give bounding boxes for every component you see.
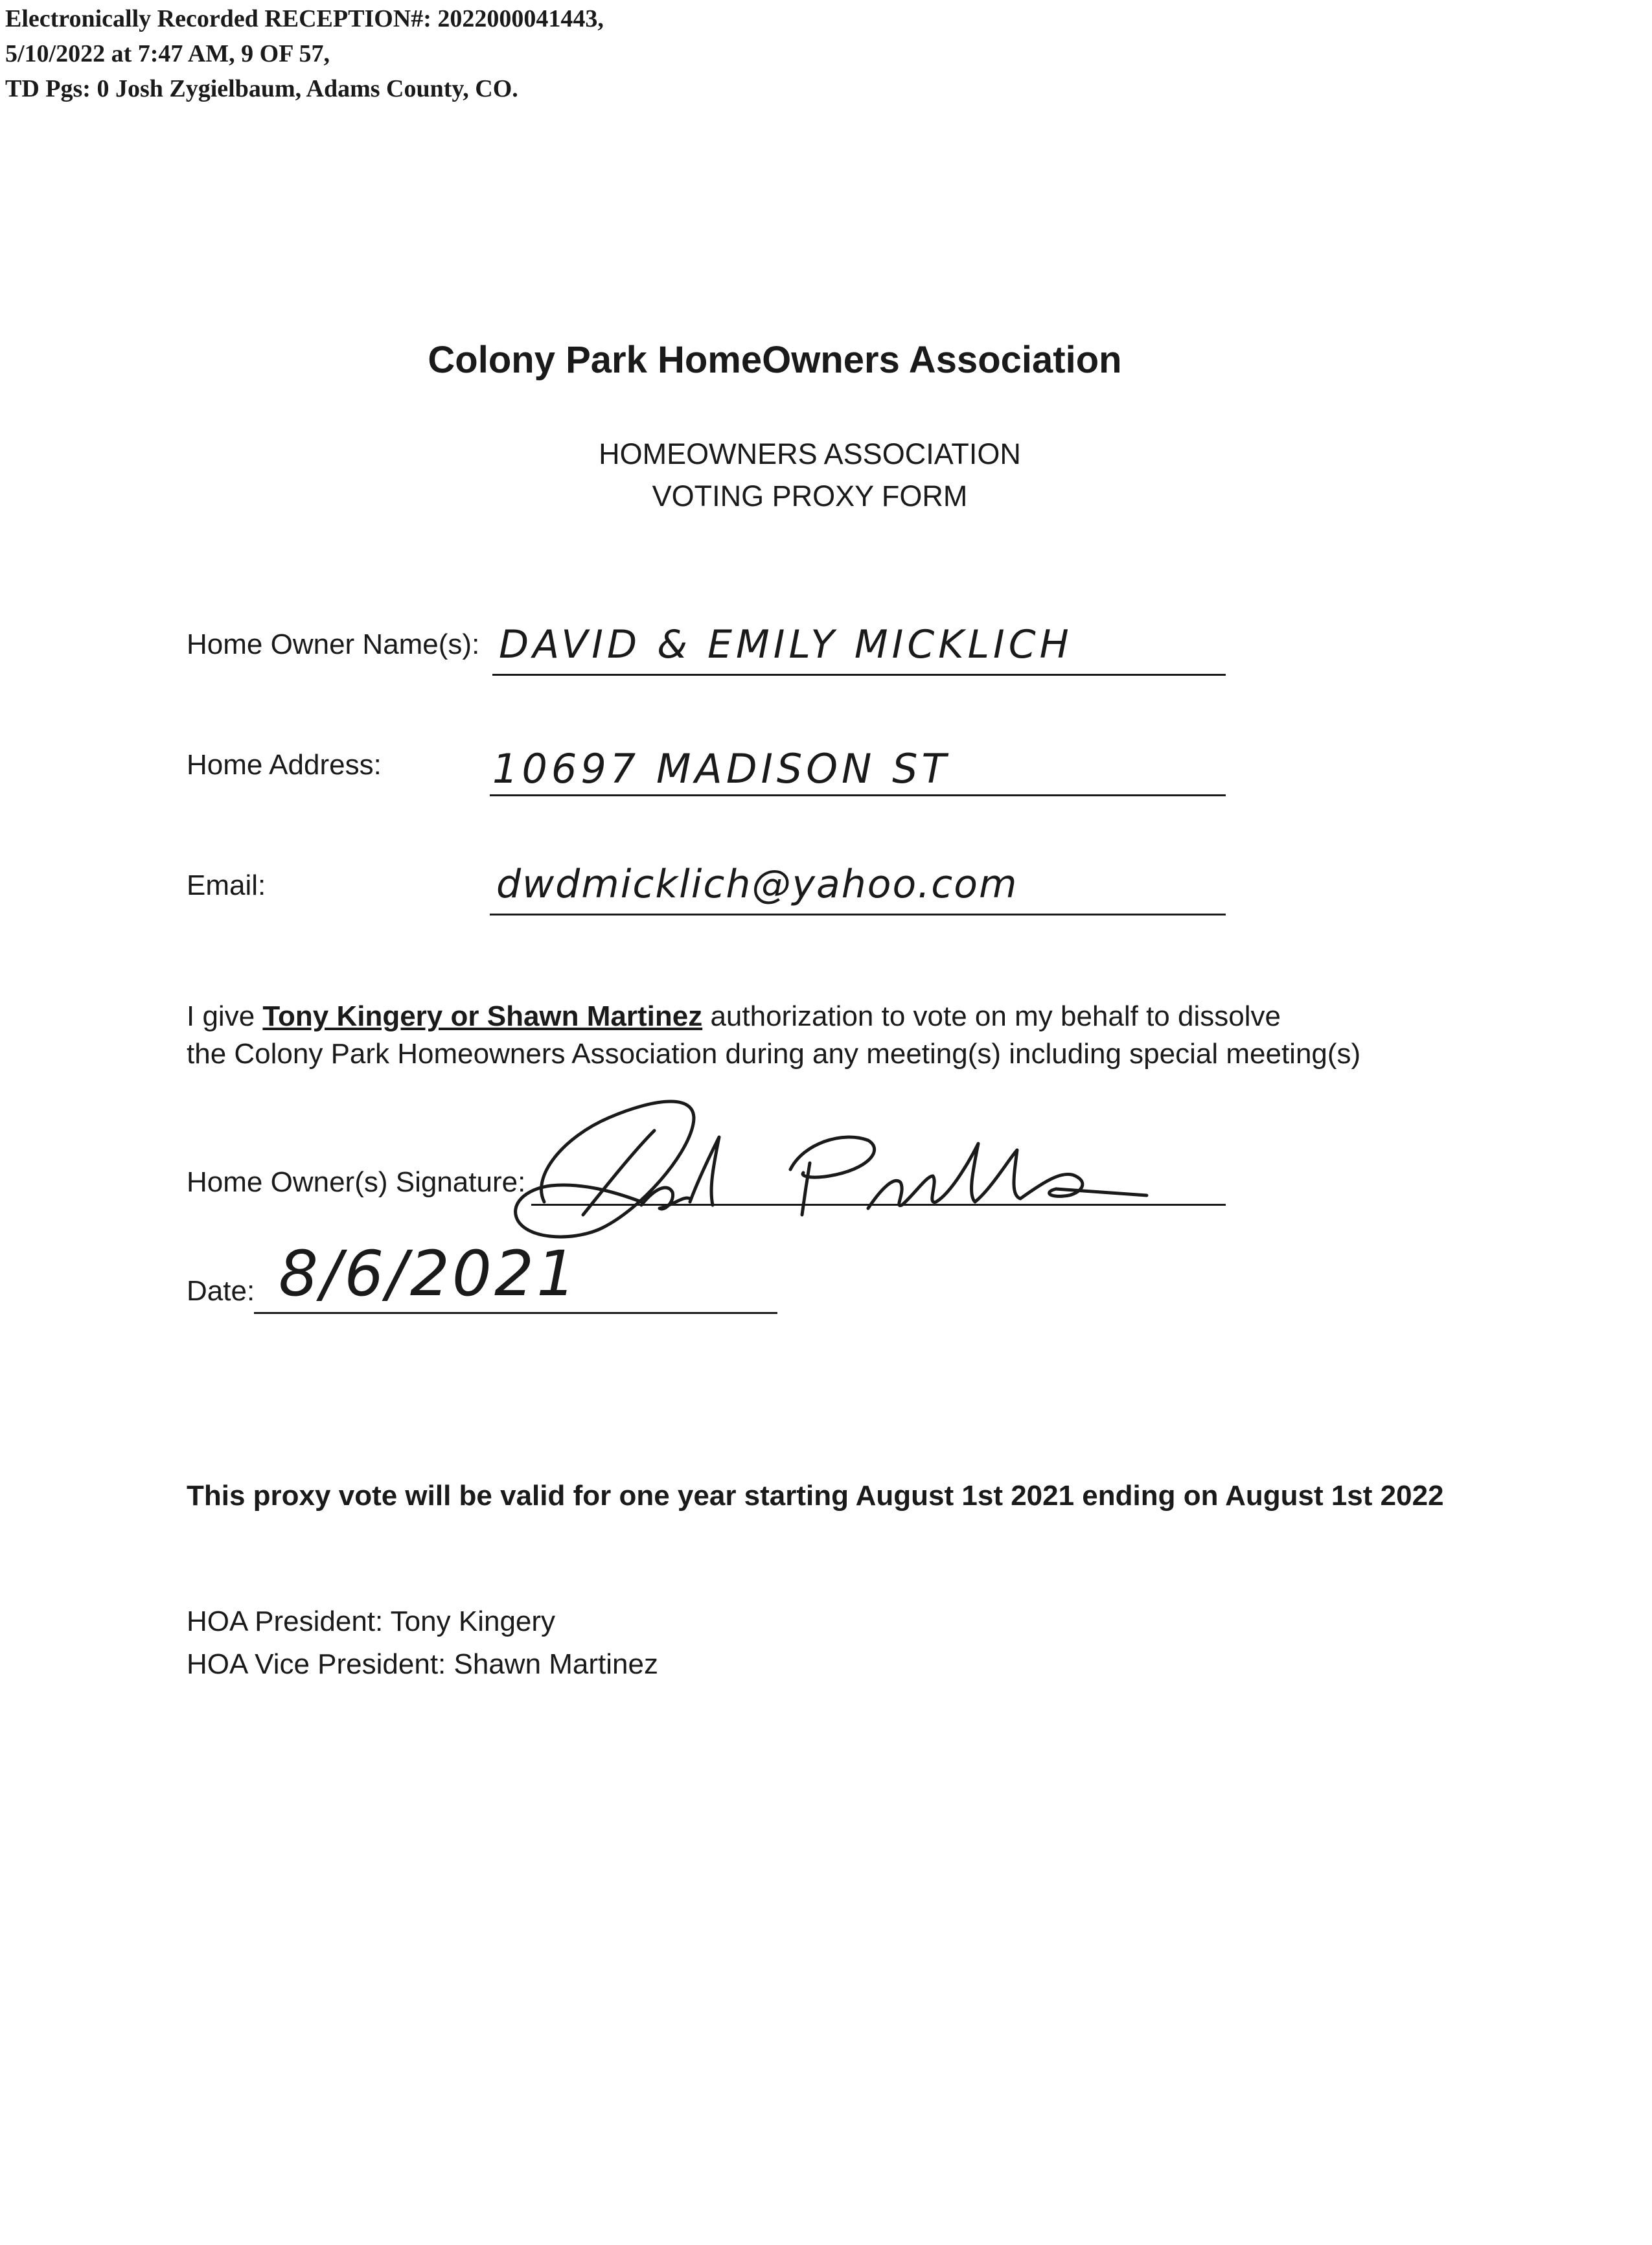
recording-stamp-line-3: TD Pgs: 0 Josh Zygielbaum, Adams County, CO. (5, 75, 518, 102)
home-address-value: 10697 MADISON ST (492, 745, 950, 792)
handwritten-signature (505, 1079, 1153, 1254)
hoa-president: HOA President: Tony Kingery (187, 1606, 556, 1637)
date-label: Date: (187, 1275, 255, 1307)
authorization-prefix: I give (187, 1000, 263, 1032)
recording-stamp-line-1: Electronically Recorded RECEPTION#: 2022000041443, (5, 5, 604, 32)
home-address-line (490, 794, 1226, 796)
email-label: Email: (187, 869, 266, 901)
home-address-label: Home Address: (187, 749, 382, 781)
hoa-vice-president: HOA Vice President: Shawn Martinez (187, 1648, 658, 1680)
authorization-line-1 (187, 996, 1281, 1037)
owner-name-value: DAVID & EMILY MICKLICH (499, 622, 1073, 667)
recording-stamp (5, 1, 604, 106)
validity-statement: This proxy vote will be valid for one year starting August 1st 2021 ending on August 1st 2022 (187, 1480, 1444, 1512)
form-subtitle-line-1: HOMEOWNERS ASSOCIATION (599, 437, 1021, 470)
form-subtitle-line-2: VOTING PROXY FORM (652, 479, 968, 512)
recording-stamp-line-2: 5/10/2022 at 7:47 AM, 9 OF 57, (5, 40, 330, 67)
signature-label: Home Owner(s) Signature: (187, 1166, 526, 1198)
hoa-officers (187, 1600, 658, 1686)
date-line (254, 1312, 777, 1314)
owner-name-line (492, 674, 1226, 676)
email-value: dwdmicklich@yahoo.com (496, 862, 1018, 907)
authorization-line-2: the Colony Park Homeowners Association during any meeting(s) including special meeting(s) (187, 1038, 1361, 1070)
authorized-proxies: Tony Kingery or Shawn Martinez (262, 1000, 703, 1032)
authorization-suffix: authorization to vote on my behalf to dissolve (702, 1000, 1281, 1032)
date-value: 8/6/2021 (279, 1238, 579, 1310)
organization-title: Colony Park HomeOwners Association (428, 339, 1122, 381)
email-line (490, 914, 1226, 915)
owner-name-label: Home Owner Name(s): (187, 628, 480, 660)
